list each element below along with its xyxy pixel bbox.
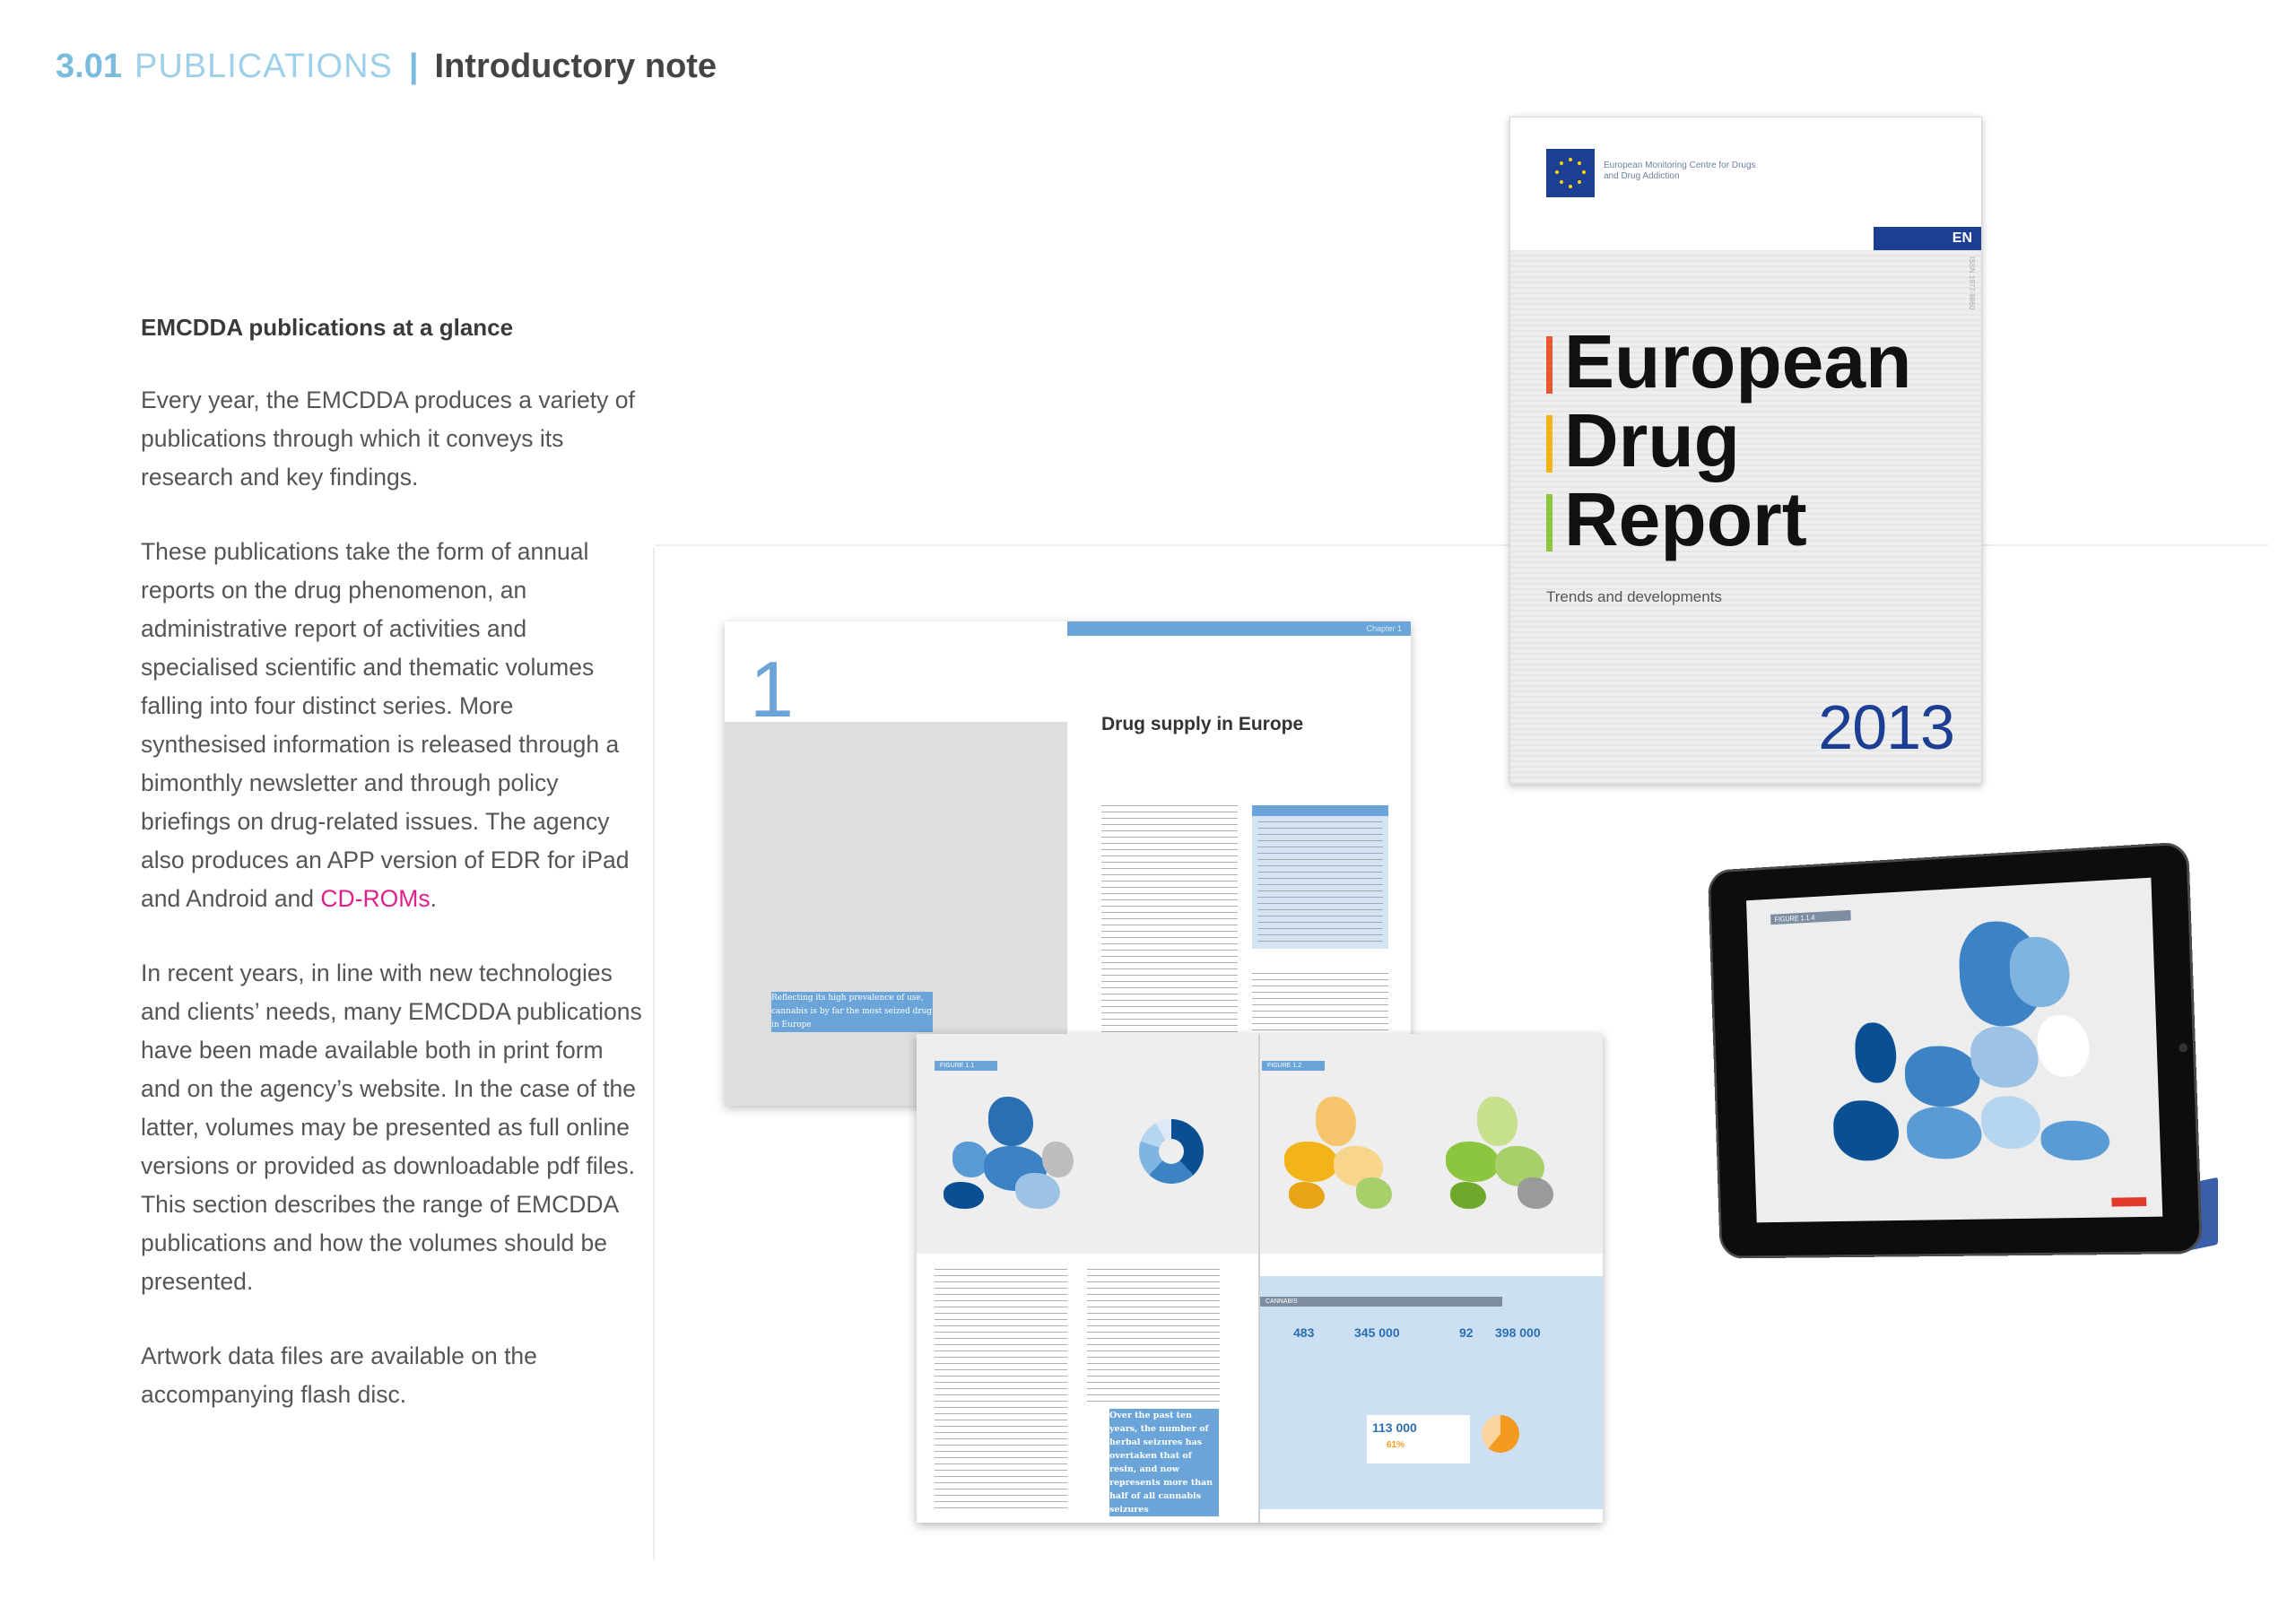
cannabis-band: CANNABIS: [1260, 1297, 1502, 1307]
tablet-figure-badge: [2111, 1197, 2146, 1207]
cannabis-infographic: [1260, 1276, 1603, 1509]
europe-map-seizures: [935, 1088, 1087, 1222]
tablet-icon: [1708, 841, 2203, 1258]
info-box-header: [1252, 805, 1388, 816]
spread2-text-col-1: [935, 1269, 1067, 1511]
figure-1-2-tag: FIGURE 1.2: [1262, 1061, 1325, 1071]
stat-92: 92: [1459, 1325, 1474, 1340]
page-header: [56, 45, 717, 88]
spread1-left-page: [725, 621, 1067, 1106]
tablet-screen: [1746, 878, 2162, 1223]
intro-paragraph-1: Every year, the EMCDDA produces a variety of publications through which it conveys its research and key findings.: [141, 386, 635, 491]
stat-483: 483: [1293, 1325, 1315, 1340]
intro-text-column: [141, 309, 643, 1450]
horizontal-divider: [655, 544, 2269, 546]
chapter-tab: Chapter 1: [1067, 621, 1411, 636]
info-box-text: [1257, 821, 1383, 943]
cover-title-line-3: Report: [1546, 480, 1911, 559]
stat-61pct: 61%: [1387, 1440, 1405, 1450]
highlight-quote: Over the past ten years, the number of herbal seizures has overtaken that of resin, and now represents more than half of all cannabis seizures: [1109, 1409, 1219, 1516]
tablet-figure-label: FIGURE 1.1.4: [1774, 914, 1815, 924]
intro-paragraph-3: In recent years, in line with new technologies and clients’ needs, many EMCDDA publications have been made available both in print form and on the agency’s website. In the case of the latter, volumes may be presented as full online versions or provided as downloadable pdf files. This section describes the range of EMCDDA publications and how the volumes should be presented.: [141, 960, 642, 1295]
intro-paragraph-2-end: .: [430, 885, 437, 912]
brochure-spread-chapter-1: [725, 621, 1411, 1106]
cover-title: [1546, 319, 1912, 561]
stat-box-113000: [1367, 1415, 1470, 1463]
tablet-europe-map: [1819, 915, 2128, 1195]
stat-345000: 345 000: [1354, 1325, 1400, 1340]
intro-paragraph-4: Artwork data files are available on the accompanying flash disc.: [141, 1342, 537, 1408]
language-badge: EN: [1874, 227, 1981, 250]
intro-heading: EMCDDA publications at a glance: [141, 314, 514, 341]
cover-org-name: European Monitoring Centre for Drugs and Drug Addiction: [1604, 161, 1756, 181]
report-cover: [1509, 117, 1982, 785]
intro-paragraph-2-text: These publications take the form of annual reports on the drug phenomenon, an administrative report of activities and specialised scientific and thematic volumes falling into four distinct series. More synthesised information is released through a bimonthly newsletter and through policy briefings on drug-related issues. The agency also produces an APP version of EDR for iPad and Android and: [141, 538, 630, 912]
pie-chart-61: [1482, 1415, 1519, 1453]
europe-map-herbal: [1271, 1088, 1405, 1222]
stat-113000: 113 000: [1372, 1420, 1417, 1435]
cover-title-line-1: European: [1546, 322, 1911, 401]
donut-chart: [1139, 1119, 1204, 1184]
vertical-divider: [653, 547, 655, 1560]
cd-roms-link[interactable]: CD-ROMs: [320, 885, 430, 912]
spread1-right-page: [1067, 621, 1411, 1106]
eu-logo-icon: [1546, 149, 1595, 197]
info-box: [1252, 805, 1388, 949]
cover-issn: ISSN 1977-9860: [1968, 256, 1976, 310]
pull-quote: Reflecting its high prevalence of use, cannabis is by far the most seized drug in Europe: [771, 992, 933, 1032]
spread2-text-col-2: [1087, 1269, 1220, 1403]
brochure-spread-figures: [917, 1034, 1603, 1523]
section-name: PUBLICATIONS: [134, 48, 393, 85]
cover-subtitle: Trends and developments: [1546, 588, 1722, 605]
page-title: Introductory note: [434, 48, 718, 85]
chapter-title: Drug supply in Europe: [1101, 714, 1304, 734]
cover-title-line-2: Drug: [1546, 401, 1911, 480]
home-button: [2179, 1043, 2187, 1052]
intro-paragraph-2: [141, 533, 643, 918]
header-separator: |: [408, 48, 419, 85]
ipad-app-mockup: [1675, 841, 2222, 1294]
europe-map-resin: [1432, 1088, 1567, 1222]
chapter-number: 1: [750, 645, 794, 734]
stat-398000: 398 000: [1495, 1325, 1541, 1340]
cover-year: 2013: [1818, 692, 1954, 762]
section-number: 3.01: [56, 48, 122, 85]
figure-1-1-tag: FIGURE 1.1: [935, 1061, 997, 1071]
